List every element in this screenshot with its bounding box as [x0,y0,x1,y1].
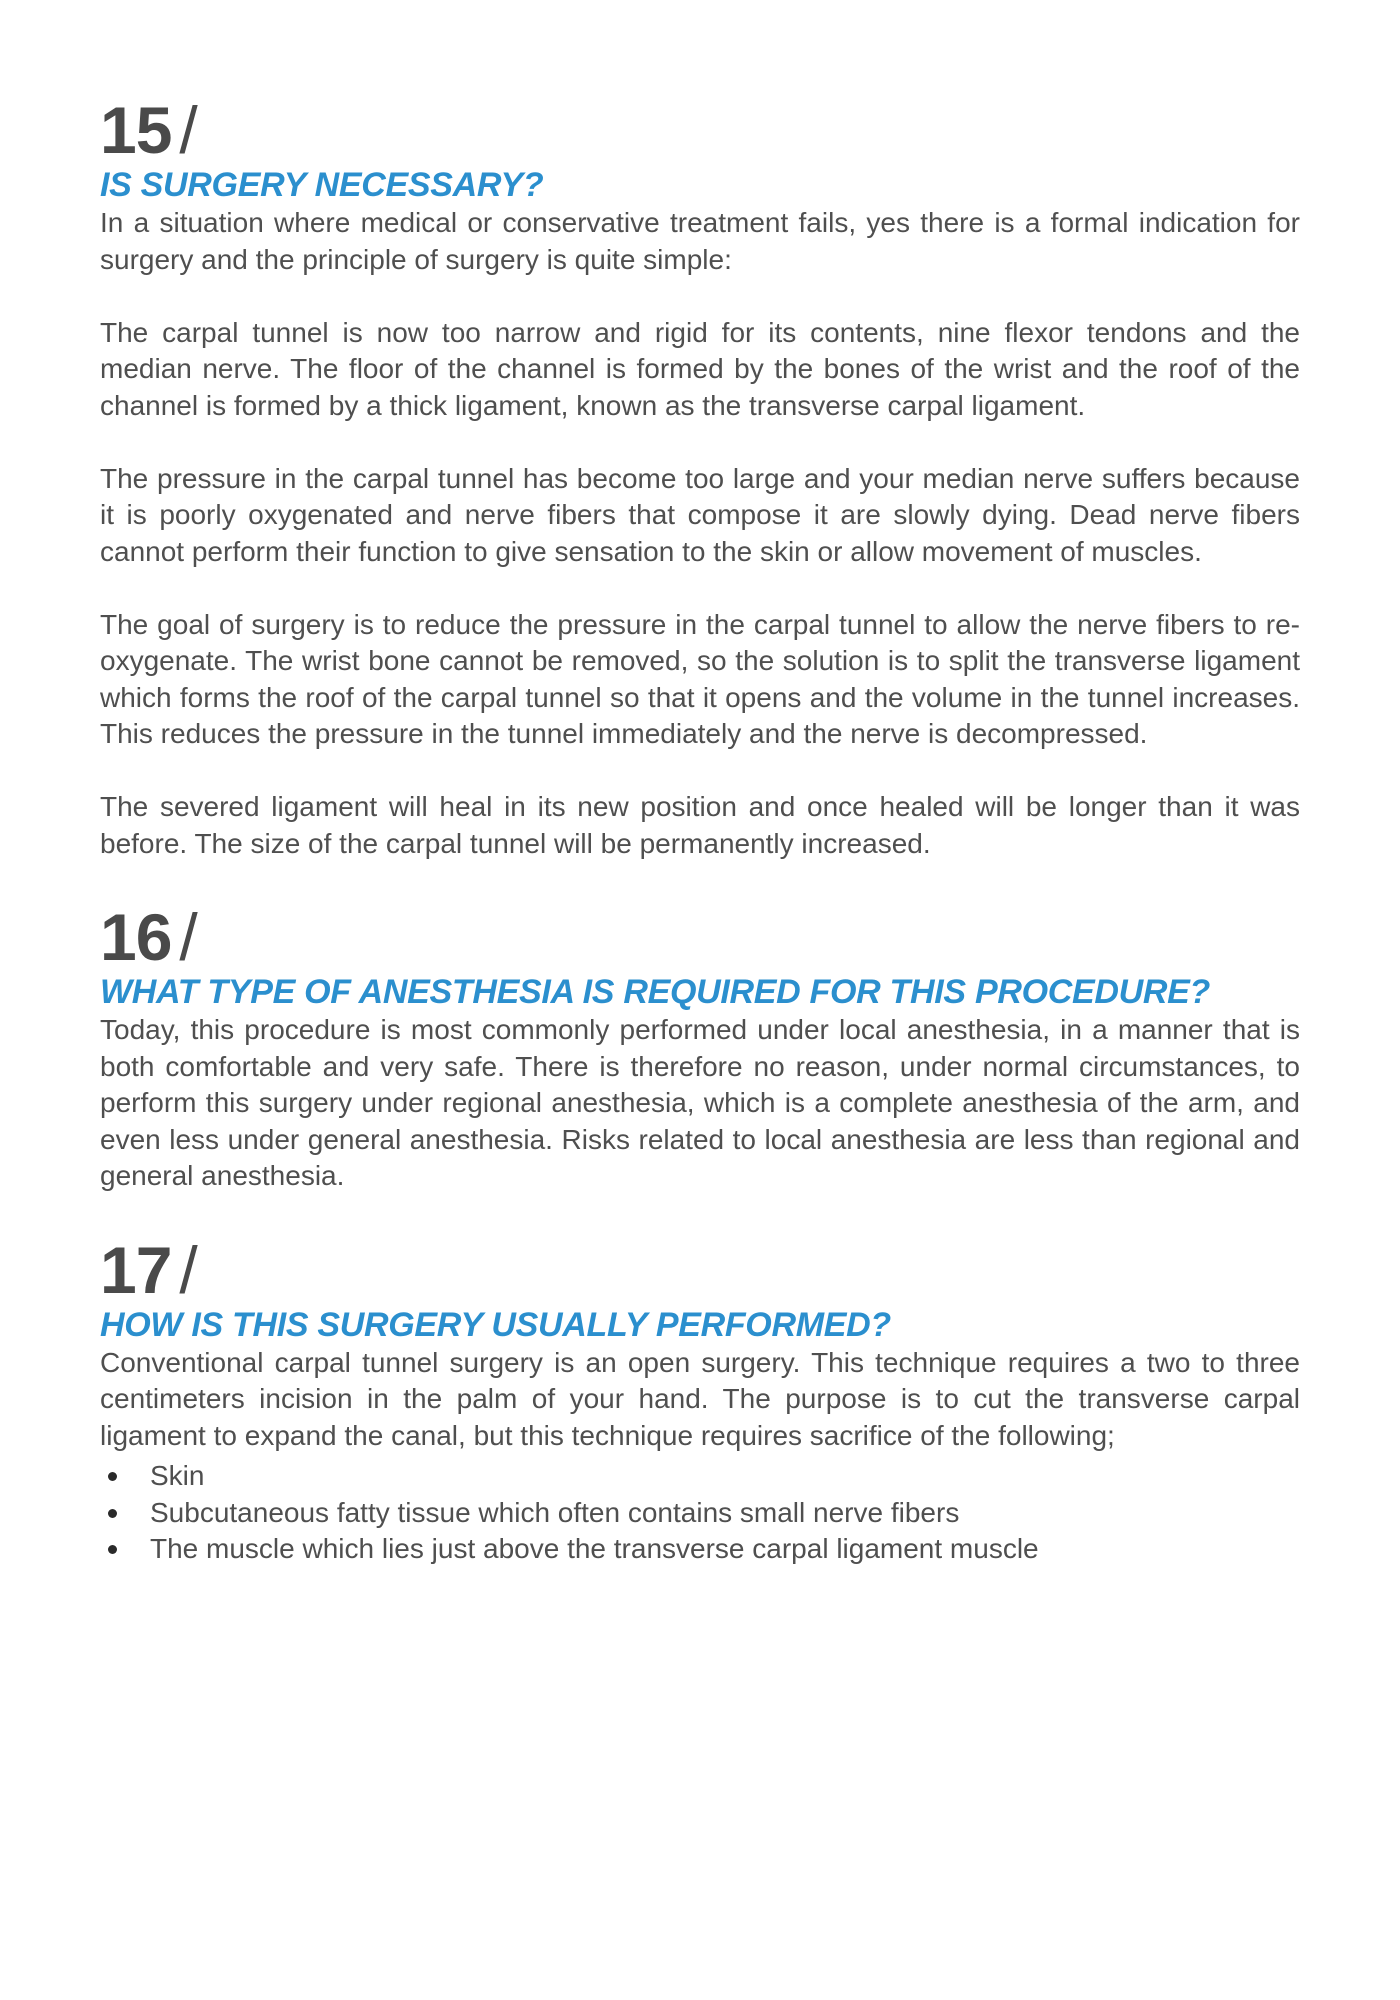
section-question: HOW IS THIS SURGERY USUALLY PERFORMED? [100,1305,891,1344]
section-number-line [100,95,1300,165]
bullet-icon [108,1472,117,1481]
section-number: 16 [100,900,172,974]
section-15 [100,95,1300,862]
bullet-item [100,1495,1300,1532]
bullet-icon [108,1509,117,1518]
bullet-list [100,1458,1300,1568]
bullet-item [100,1531,1300,1568]
section-slash: / [179,93,198,167]
section-16 [100,902,1300,1195]
section-number-line [100,902,1300,972]
bullet-text: Subcutaneous fatty tissue which often contains small nerve fibers [150,1496,960,1528]
paragraph: The severed ligament will heal in its new position and once healed will be longer than it was before. The size of the carpal tunnel will be permanently increased. [100,791,1300,859]
section-question: WHAT TYPE OF ANESTHESIA IS REQUIRED FOR THIS PROCEDURE? [100,973,1210,1011]
bullet-item [100,1458,1300,1495]
paragraph: The goal of surgery is to reduce the pressure in the carpal tunnel to allow the nerve fibers to re-oxygenate. The wrist bone cannot be removed, so the solution is to split the transverse ligament which forms the roof of the carpal tunnel so that it opens and the volume in the tunnel increases. This reduces the pressure in the tunnel immediately and the nerve is decompressed. [100,608,1300,749]
bullet-text: The muscle which lies just above the transverse carpal ligament muscle [150,1533,1039,1564]
paragraph: The carpal tunnel is now too narrow and rigid for its contents, nine flexor tendons and the median nerve. The floor of the channel is formed by the bones of the wrist and the roof of the channel is formed by a thick ligament, known as the transverse carpal ligament. [100,316,1300,421]
paragraph: Today, this procedure is most commonly performed under local anesthesia, in a manner that is both comfortable and very safe. There is therefore no reason, under normal circumstances, to perform this surgery under regional anesthesia, which is a complete anesthesia of the arm, and even less under general anesthesia. Risks related to local anesthesia are less than regional and general anesthesia. [100,1014,1300,1191]
paragraph: The pressure in the carpal tunnel has become too large and your median nerve suffers because it is poorly oxygenated and nerve fibers that compose it are slowly dying. Dead nerve fibers cannot perform their function to give sensation to the skin or allow movement of muscles. [100,462,1300,567]
section-slash: / [179,900,198,974]
paragraph: Conventional carpal tunnel surgery is an open surgery. This technique requires a two to three centimeters incision in the palm of your hand. The purpose is to cut the transverse carpal ligament to expand the canal, but this technique requires sacrifice of the following; [100,1346,1300,1451]
bullet-icon [108,1545,117,1554]
section-slash: / [179,1232,198,1307]
bullet-text: Skin [150,1460,205,1491]
section-17 [100,1232,1300,1568]
document-page [100,95,1300,1568]
paragraph: In a situation where medical or conservative treatment fails, yes there is a formal indication for surgery and the principle of surgery is quite simple: [100,207,1300,275]
section-number-line [100,1232,1300,1307]
section-number: 17 [100,1232,172,1307]
section-number: 15 [100,93,172,167]
section-question: IS SURGERY NECESSARY? [100,166,544,204]
